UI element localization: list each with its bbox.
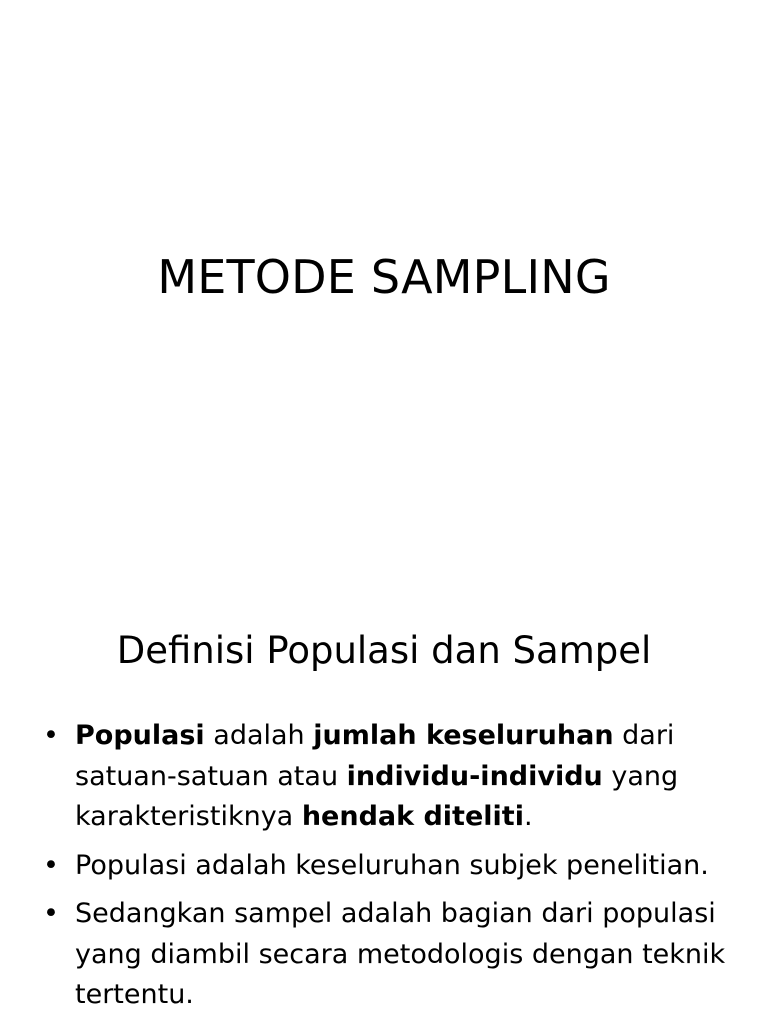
bullet-dot-icon: •	[43, 849, 59, 881]
term-jumlah-keseluruhan: jumlah keseluruhan	[313, 720, 614, 751]
bullet-text: Sedangkan sampel adalah bagian dari populasi yang diambil secara metodologis dengan teknik tertentu.	[75, 898, 726, 1010]
term-populasi: Populasi	[75, 720, 205, 751]
slide-heading: Definisi Populasi dan Sampel	[116, 629, 652, 672]
bullet-dot-icon: •	[43, 898, 59, 929]
bullet-text: Populasi adalah keseluruhan subjek penelitian.	[75, 849, 709, 881]
slide-title: METODE SAMPLING	[157, 250, 611, 304]
bullet-item-sampel-definition	[42, 894, 742, 1016]
text-segment: adalah	[204, 720, 314, 751]
term-individu-individu: individu-individu	[346, 760, 603, 792]
text-segment: .	[523, 801, 533, 832]
text-segment: yang karakteristiknya	[75, 760, 679, 832]
bullet-dot-icon: •	[43, 720, 59, 751]
bullet-item-populasi-definition	[42, 716, 742, 838]
slide-definitions	[0, 576, 768, 1024]
bullet-item-populasi-subjek	[42, 846, 742, 887]
bullet-list	[42, 716, 742, 1024]
term-hendak-diteliti: hendak diteliti	[301, 801, 524, 832]
text-segment: dari satuan-satuan atau	[75, 720, 675, 792]
